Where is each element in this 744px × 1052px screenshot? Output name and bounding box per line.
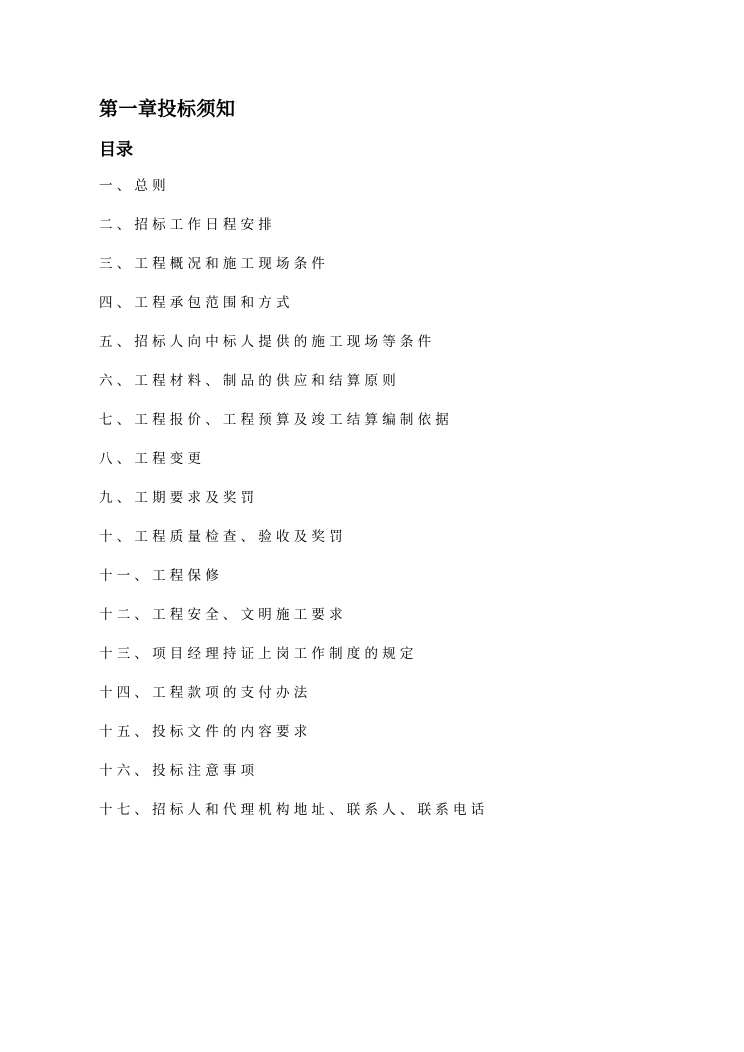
toc-item: 七、工程报价、工程预算及竣工结算编制依据 <box>99 412 453 428</box>
toc-item: 十五、投标文件的内容要求 <box>99 724 312 740</box>
toc-item: 十、工程质量检查、验收及奖罚 <box>99 529 347 545</box>
toc-item: 十四、工程款项的支付办法 <box>99 685 312 701</box>
toc-item: 六、工程材料、制品的供应和结算原则 <box>99 373 400 389</box>
toc-item: 一、总则 <box>99 178 170 194</box>
toc-item: 九、工期要求及奖罚 <box>99 490 259 506</box>
chapter-title: 第一章投标须知 <box>99 98 236 120</box>
toc-item: 十六、投标注意事项 <box>99 763 259 779</box>
toc-item: 十七、招标人和代理机构地址、联系人、联系电话 <box>99 802 489 818</box>
toc-heading: 目录 <box>99 140 133 160</box>
toc-item: 五、招标人向中标人提供的施工现场等条件 <box>99 334 436 350</box>
toc-list <box>99 176 488 839</box>
toc-item: 三、工程概况和施工现场条件 <box>99 256 330 272</box>
toc-item: 十一、工程保修 <box>99 568 223 584</box>
toc-item: 八、工程变更 <box>99 451 206 467</box>
toc-item: 四、工程承包范围和方式 <box>99 295 294 311</box>
toc-item: 二、招标工作日程安排 <box>99 217 276 233</box>
toc-item: 十三、项目经理持证上岗工作制度的规定 <box>99 646 418 662</box>
toc-item: 十二、工程安全、文明施工要求 <box>99 607 347 623</box>
